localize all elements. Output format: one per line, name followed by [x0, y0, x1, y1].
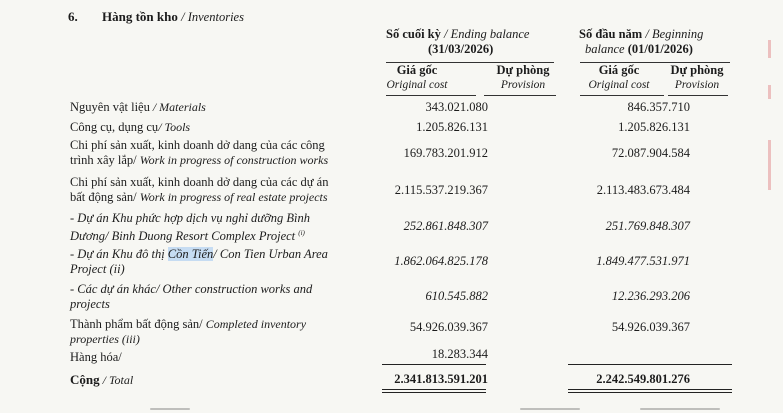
section-title-vi: Hàng tồn kho — [102, 9, 178, 24]
row-label-vi: Thành phẩm bất động sản/ — [70, 317, 206, 331]
row-label-en: Work in progress of real estate projects — [139, 190, 328, 204]
row-label-goods — [70, 350, 122, 365]
section-title — [102, 9, 244, 25]
ending-provision-subheader: Provision — [500, 79, 546, 91]
total-label — [70, 372, 133, 388]
beginning-cost-value: 72.087.904.584 — [611, 146, 690, 160]
beginning-cost-value: 2.113.483.673.484 — [596, 183, 690, 197]
beginning-date: (01/01/2026) — [627, 42, 693, 56]
ending-cost-value: 610.545.882 — [425, 289, 488, 303]
total-double-rule — [568, 389, 732, 390]
scan-smudge — [520, 408, 580, 410]
row-label-vi: Nguyên vật liệu — [70, 100, 150, 114]
total-label-vi: Cộng — [70, 372, 100, 387]
ending-cost-value: 252.861.848.307 — [403, 219, 488, 233]
beginning-title-en: / Beginning — [645, 27, 704, 41]
total-rule-top — [568, 364, 732, 365]
row-label-en: Work in progress of construction works — [139, 153, 329, 167]
row-label-line2 — [70, 226, 310, 244]
beginning-cost-value: 1.849.477.531.971 — [596, 254, 690, 268]
row-label-line1: - Các dự án khác/ Other construction works and — [70, 282, 313, 296]
row-label-en: / Tools — [158, 120, 191, 134]
row-label-binh-duong-project — [70, 211, 310, 244]
row-label-text: / Con Tien Urban Area — [213, 247, 328, 261]
row-label-materials — [70, 100, 206, 115]
total-double-rule — [382, 392, 486, 393]
ending-balance-header — [386, 27, 566, 57]
beginning-cost-subheader: Original cost — [588, 79, 650, 91]
total-double-rule — [568, 392, 732, 393]
scan-smudge — [150, 408, 190, 410]
beginning-cost-value: 12.236.293.206 — [611, 289, 690, 303]
ending-cost-subheader: Original cost — [386, 79, 448, 91]
ending-cost-value: 1.205.826.131 — [416, 120, 488, 134]
row-label-en: / Materials — [149, 100, 206, 114]
scan-mark — [768, 85, 771, 99]
ending-provision-underline — [484, 95, 556, 96]
row-label-line2: properties (iii) — [70, 332, 140, 346]
beginning-balance-header — [579, 27, 739, 57]
section-number: 6. — [68, 9, 78, 24]
ending-cost-value: 169.783.201.912 — [403, 146, 488, 160]
scan-mark — [768, 40, 771, 58]
ending-date: (31/03/2026) — [428, 42, 494, 56]
row-label-line2: projects — [70, 297, 110, 311]
beginning-cost-value: 54.926.039.367 — [611, 320, 690, 334]
ending-total-value: 2.341.813.591.201 — [394, 372, 488, 386]
beginning-provision-underline — [668, 95, 728, 96]
beginning-title-en-2: balance — [585, 42, 625, 56]
footnote-marker: (i) — [298, 229, 305, 237]
beginning-cost-value: 846.357.710 — [627, 100, 690, 114]
beginning-total-value: 2.242.549.801.276 — [596, 372, 690, 386]
ending-cost-header: Giá gốc — [396, 63, 438, 77]
beginning-provision-subheader: Provision — [674, 79, 720, 91]
ending-cost-value: 343.021.080 — [425, 100, 488, 114]
row-label-line1: - Dự án Khu phức hợp dịch vụ nghỉ dưỡng Bình — [70, 211, 311, 225]
ending-title-en: / Ending balance — [444, 27, 530, 41]
total-label-en: / Total — [99, 373, 134, 387]
row-label-vi: Công cụ, dụng cụ — [70, 120, 159, 134]
ending-provision-header: Dự phòng — [496, 63, 550, 77]
ending-cost-value: 18.283.344 — [431, 347, 488, 361]
row-label-vi: Hàng hóa/ — [70, 350, 122, 364]
row-label-line1: Chi phí sản xuất, kinh doanh dở dang của các dự án — [70, 175, 329, 189]
beginning-provision-header: Dự phòng — [670, 63, 724, 77]
row-label-line1 — [70, 247, 328, 262]
ending-cost-value: 1.862.064.825.178 — [394, 254, 488, 268]
row-label-other-projects — [70, 282, 312, 312]
scan-smudge — [640, 408, 720, 410]
row-label-completed-inventory — [70, 317, 306, 347]
row-label-vi: trình xây lắp/ — [70, 153, 140, 167]
row-label-text: Dương/ Binh Duong Resort Complex Project — [70, 229, 296, 244]
row-label-tools — [70, 120, 190, 135]
beginning-title-vi: Số đầu năm — [579, 27, 643, 41]
beginning-cost-value: 251.769.848.307 — [605, 219, 690, 233]
row-label-line2 — [70, 153, 328, 168]
ending-cost-value: 2.115.537.219.367 — [394, 183, 488, 197]
beginning-cost-value: 1.205.826.131 — [618, 120, 690, 134]
row-label-line1 — [70, 317, 306, 332]
row-label-con-tien-project — [70, 247, 328, 277]
row-label-line2: Project (ii) — [70, 262, 125, 276]
row-label-wip-construction — [70, 138, 328, 168]
ending-title-vi: Số cuối kỳ — [386, 27, 441, 41]
ending-cost-value: 54.926.039.367 — [409, 320, 488, 334]
row-label-en: Completed inventory — [205, 317, 307, 331]
row-label-wip-real-estate — [70, 175, 328, 205]
row-label-vi: bất động sản/ — [70, 190, 140, 204]
ending-cost-underline — [386, 95, 476, 96]
row-label-text: - Dự án Khu đô thị — [70, 247, 168, 261]
row-label-line2 — [70, 190, 328, 205]
scan-mark — [768, 140, 771, 190]
total-double-rule — [382, 389, 486, 390]
beginning-cost-header: Giá gốc — [598, 63, 640, 77]
beginning-cost-underline — [580, 95, 664, 96]
row-label-line1: Chi phí sản xuất, kinh doanh dở dang của các công — [70, 138, 325, 152]
highlighted-text[interactable]: Cồn Tiến — [167, 247, 214, 261]
total-rule-top — [382, 364, 486, 365]
section-title-en: / Inventories — [181, 10, 244, 24]
